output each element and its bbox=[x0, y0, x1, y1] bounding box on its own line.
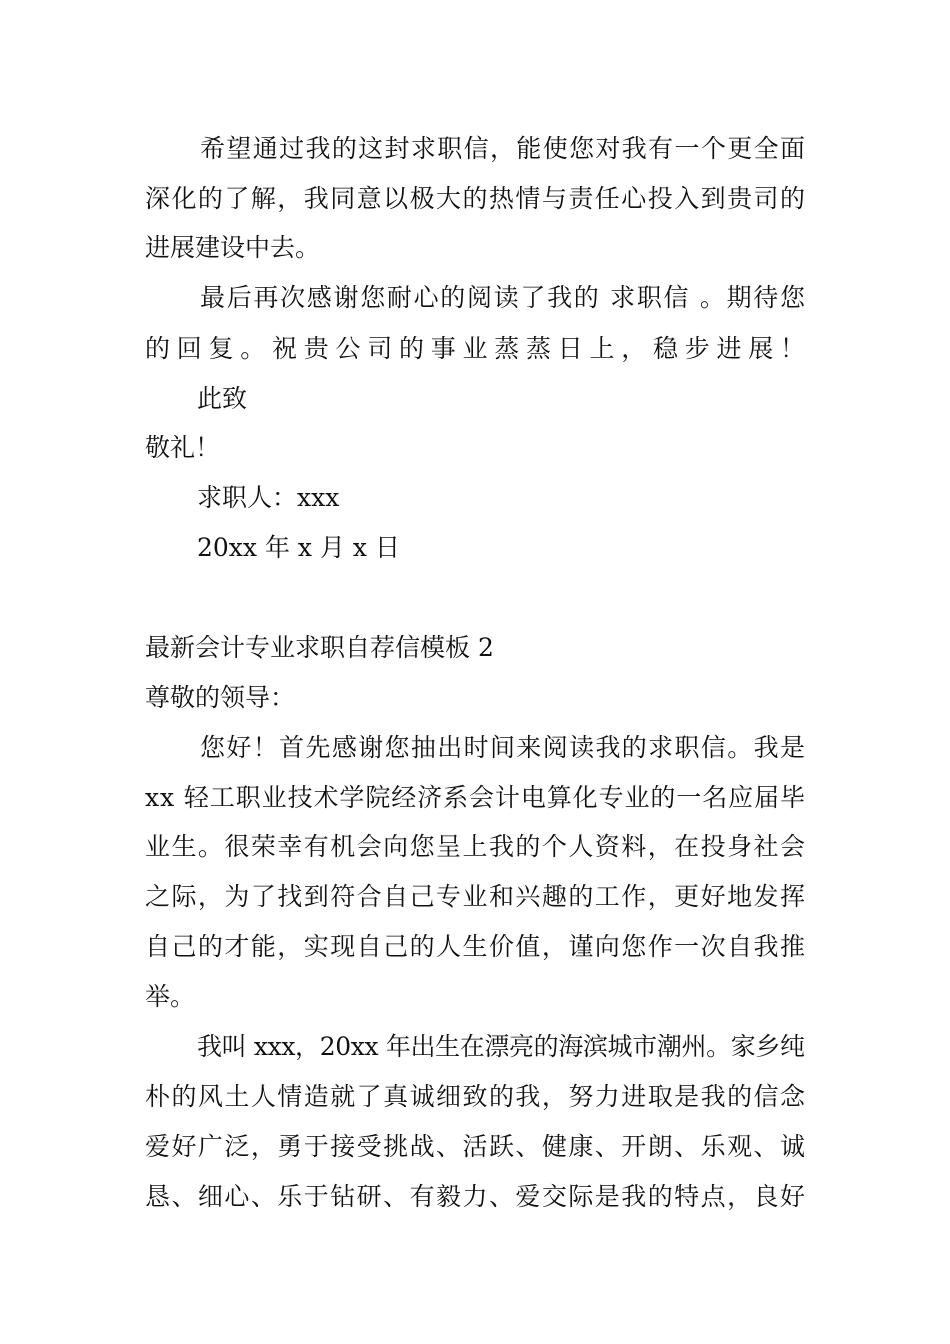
closing-phrase: 此致 bbox=[197, 384, 248, 413]
signature-date: 20xx 年 x 月 x 日 bbox=[197, 533, 400, 562]
signature-name: 求职人：xxx bbox=[197, 483, 340, 512]
paragraph-line: 您好！首先感谢您抽出时间来阅读我的求职信。我是 bbox=[200, 733, 807, 762]
paragraph-line: 深化的了解，我同意以极大的热情与责任心投入到贵司的 bbox=[145, 184, 807, 213]
paragraph-line: 进展建设中去。 bbox=[145, 233, 321, 262]
salutation-closing: 敬礼！ bbox=[145, 433, 221, 462]
paragraph-line: 之际，为了找到符合自己专业和兴趣的工作，更好地发挥 bbox=[145, 882, 807, 911]
paragraph-line: 举。 bbox=[145, 982, 196, 1011]
paragraph-line: 朴的风土人情造就了真诚细致的我，努力进取是我的信念 bbox=[145, 1082, 807, 1111]
paragraph-line: xx 轻工职业技术学院经济系会计电算化专业的一名应届毕 bbox=[145, 783, 806, 812]
paragraph-line: 自己的才能，实现自己的人生价值，谨向您作一次自我推 bbox=[145, 932, 807, 961]
paragraph-line: 希望通过我的这封求职信，能使您对我有一个更全面 bbox=[200, 134, 807, 163]
letter-greeting: 尊敬的领导： bbox=[145, 683, 296, 712]
paragraph-line: 业生。很荣幸有机会向您呈上我的个人资料，在投身社会 bbox=[145, 832, 807, 861]
paragraph-line: 恳、细心、乐于钻研、有毅力、爱交际是我的特点，良好 bbox=[145, 1182, 807, 1211]
paragraph-line: 爱好广泛，勇于接受挑战、活跃、健康、开朗、乐观、诚 bbox=[145, 1132, 807, 1161]
section-title: 最新会计专业求职自荐信模板 2 bbox=[145, 633, 494, 662]
paragraph-line: 最后再次感谢您耐心的阅读了我的 求职信 。期待您 bbox=[200, 283, 807, 312]
paragraph-line: 我叫 xxx，20xx 年出生在漂亮的海滨城市潮州。家乡纯 bbox=[197, 1032, 805, 1061]
paragraph-line: 的回复。祝贵公司的事业蒸蒸日上，稳步进展！ bbox=[145, 334, 812, 363]
